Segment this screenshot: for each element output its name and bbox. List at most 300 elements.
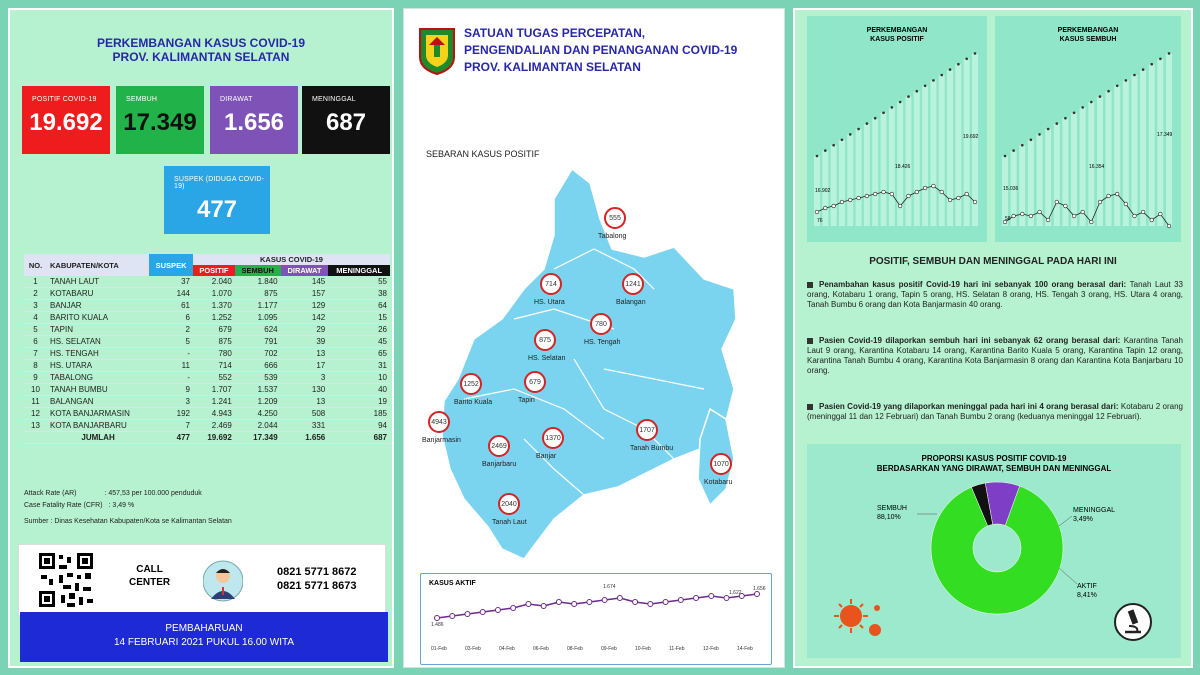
cell-suspek: - [149,372,193,384]
cell-kab: KOTABARU [47,288,149,300]
map-pin-label: Tapin [518,397,535,404]
bullet-meninggal [807,402,1183,422]
right-panel [793,8,1193,668]
left-title [10,36,392,64]
cell-meninggal: 94 [328,420,390,432]
table-row [24,384,390,396]
chart-positif-low: 16.902 [815,188,831,194]
cell-sembuh: 1.177 [235,300,281,312]
map-pin-label: Tabalong [598,233,627,240]
cumulative-bar [930,80,936,226]
map-pin-marker[interactable]: 679 [524,371,546,393]
stat-positif-value: 19.692 [29,109,103,136]
table-row [24,348,390,360]
cumulative-bar [1140,70,1146,226]
cases-table [24,254,390,444]
cell-no: 12 [24,408,47,420]
donut-meninggal-label [1073,506,1115,524]
aktif-first-label: 1.486 [431,622,444,628]
daily-point [1150,218,1154,222]
aktif-point [755,592,760,597]
left-title-line1: PERKEMBANGAN KASUS COVID-19 [96,36,306,50]
cumulative-bar [1166,53,1172,226]
daily-point [1046,218,1050,222]
cell-positif: 1.241 [193,396,235,408]
cumulative-point [857,128,860,131]
map-pin-label: Tanah Laut [492,519,527,526]
table-row [24,324,390,336]
map-pin-label: Banjar [536,453,557,460]
daily-point [932,184,936,188]
table-total-row [24,432,390,444]
map-pin-label: HS. Selatan [528,355,566,362]
stat-meninggal-value: 687 [325,109,367,136]
aktif-point [450,614,455,619]
donut-meninggal-name: MENINGGAL [1073,507,1116,514]
aktif-point [709,594,714,599]
cell-meninggal: 45 [328,336,390,348]
cell-sembuh: 875 [235,288,281,300]
cumulative-bar [1062,118,1068,226]
table-row [24,408,390,420]
cumulative-point [1142,68,1145,71]
attack-rate-value: : 457,53 per 100.000 penduduk [104,490,202,497]
cell-meninggal: 38 [328,288,390,300]
cumulative-point [1133,74,1136,77]
map-pin-marker[interactable]: 1370 [542,427,564,449]
cell-sembuh: 1.840 [235,276,281,288]
cell-no: 11 [24,396,47,408]
cumulative-bar [955,64,961,226]
daily-point [957,196,961,200]
cumulative-bar [947,70,953,226]
daily-point [923,186,927,190]
cell-kab: TABALONG [47,372,149,384]
map-pin-marker[interactable]: 555 [604,207,626,229]
cumulative-bar [1080,107,1086,226]
cumulative-bar [1071,113,1077,226]
daily-point [1072,214,1076,218]
stat-sembuh-label: SEMBUH [126,96,158,103]
attack-rate [24,490,202,497]
cell-suspek: 3 [149,396,193,408]
aktif-point [587,600,592,605]
cumulative-bar [872,118,878,226]
col-meninggal: MENINGGAL [328,265,390,276]
cumulative-point [1081,106,1084,109]
cumulative-bar [922,86,928,226]
cell-dirawat: 331 [281,420,329,432]
table-row [24,420,390,432]
cumulative-point [1047,128,1050,131]
cumulative-point [965,58,968,61]
cumulative-bar [939,75,945,226]
map-pin-label: Kotabaru [704,479,733,486]
proportion-title-l2: BERDASARKAN YANG DIRAWAT, SEMBUH DAN MENINGGAL [876,464,1112,473]
cumulative-bar [839,140,845,226]
chart-sembuh-low: 15.036 [1003,186,1019,192]
daily-point [1159,212,1163,216]
daily-point [848,198,852,202]
cumulative-bar [1131,75,1137,226]
cell-positif: 679 [193,324,235,336]
cumulative-point [915,90,918,93]
daily-point [857,196,861,200]
call-center-bar [18,544,386,616]
cell-suspek: 9 [149,384,193,396]
cumulative-bar [1045,129,1051,226]
cumulative-bar [1106,91,1112,226]
cfr-label: Case Fatality Rate (CFR) [24,502,103,509]
daily-point [973,200,977,204]
cfr-value: : 3,49 % [108,502,135,509]
cumulative-point [882,112,885,115]
cell-kab: TANAH LAUT [47,276,149,288]
stat-dirawat [210,86,298,154]
stat-positif-label: POSITIF COVID-19 [32,96,97,103]
cell-kab: BALANGAN [47,396,149,408]
aktif-point [694,596,699,601]
table-row [24,336,390,348]
left-panel [8,8,394,668]
daily-point [1029,214,1033,218]
table-row [24,372,390,384]
cumulative-point [1073,112,1076,115]
call-center-label [129,563,170,589]
aktif-point [495,608,500,613]
cell-sembuh: 1.537 [235,384,281,396]
daily-point [907,194,911,198]
donut-aktif-pct: 8,41% [1077,592,1097,599]
cell-suspek: 6 [149,312,193,324]
bullet-positif [807,280,1183,310]
daily-point [840,200,844,204]
bullet-meninggal-text: Kotabaru 2 orang (meninggal 11 dan 12 Februari) dan Tanah Bumbu 2 orang (keduanya meninggal 12 Februari). [807,402,1183,421]
cell-meninggal: 10 [328,372,390,384]
daily-point [1090,220,1094,224]
map-pin-label: Balangan [616,299,646,306]
cell-kab: KOTA BANJARBARU [47,420,149,432]
microscope-icon [1113,602,1153,642]
cumulative-bar [1054,124,1060,226]
map-pin-marker[interactable]: 2040 [498,493,520,515]
daily-point [1133,214,1137,218]
cumulative-point [957,63,960,66]
phone-number-1[interactable]: 0821 5771 8672 [277,566,357,578]
cell-dirawat: 3 [281,372,329,384]
daily-point [940,190,944,194]
stat-sembuh [116,86,204,154]
cell-sembuh: 666 [235,360,281,372]
cell-no: 8 [24,360,47,372]
daily-point [1020,212,1024,216]
map-pin-marker[interactable]: 714 [540,273,562,295]
aktif-xtick: 14-Feb [737,646,753,652]
cumulative-point [849,133,852,136]
map-pin-marker[interactable]: 4943 [428,411,450,433]
cell-dirawat: 17 [281,360,329,372]
cumulative-point [1150,63,1153,66]
cumulative-bar [1157,59,1163,226]
table-row [24,288,390,300]
donut-sembuh-pct: 88,10% [877,514,901,521]
cumulative-bar [905,97,911,226]
daily-point [890,192,894,196]
aktif-xtick: 09-Feb [601,646,617,652]
update-date: 14 FEBRUARI 2021 PUKUL 16.00 WITA [113,637,295,648]
bullet-positif-lead: Penambahan kasus positif Covid-19 hari ini sebanyak 100 orang berasal dari: [819,280,1127,289]
cumulative-point [924,85,927,88]
col-no: NO. [24,254,47,276]
cumulative-bar [1028,140,1034,226]
chart-positif [807,16,987,242]
aktif-point [541,604,546,609]
cell-kab: KOTA BANJARMASIN [47,408,149,420]
aktif-prev-label: 1.622 [729,590,742,596]
donut-sembuh-label [877,504,907,522]
stat-sembuh-value: 17.349 [123,109,197,136]
stat-meninggal [302,86,390,154]
cell-sembuh: 1.209 [235,396,281,408]
cell-no: 4 [24,312,47,324]
cumulative-point [841,139,844,142]
call-center-line2: CENTER [129,577,171,588]
cell-positif: 2.469 [193,420,235,432]
operator-avatar-icon [203,559,243,603]
map-pin-label: Banjarmasin [422,437,461,444]
cell-no: 13 [24,420,47,432]
col-kab: KABUPATEN/KOTA [47,254,149,276]
cell-meninggal: 55 [328,276,390,288]
qr-code-icon [37,551,95,609]
daily-point [1115,192,1119,196]
cell-no: 1 [24,276,47,288]
phone-numbers [277,565,357,593]
cumulative-point [940,74,943,77]
update-label: PEMBAHARUAN [165,623,243,634]
daily-point [965,192,969,196]
aktif-point [663,600,668,605]
cell-suspek: 192 [149,408,193,420]
chart-sembuh [995,16,1181,242]
cell-positif: 1.070 [193,288,235,300]
cell-kab: HS. SELATAN [47,336,149,348]
mid-title [464,25,737,76]
cell-positif: 1.707 [193,384,235,396]
cumulative-point [932,79,935,82]
stat-dirawat-value: 1.656 [223,109,285,136]
phone-number-2[interactable]: 0821 5771 8673 [277,580,357,592]
cumulative-point [1012,149,1015,152]
cell-no: 6 [24,336,47,348]
map-pin-label: HS. Utara [534,299,565,306]
cell-suspek: 61 [149,300,193,312]
cell-dirawat: 29 [281,324,329,336]
cumulative-point [891,106,894,109]
map-mainland-shape [442,169,736,559]
aktif-point [556,600,561,605]
col-sembuh: SEMBUH [235,265,281,276]
bullet-sembuh-lead: Pasien Covid-19 dilaporkan sembuh hari ini sebanyak 62 orang berasal dari: [819,336,1121,345]
total-cell: 17.349 [235,432,281,444]
middle-panel [403,8,785,668]
cell-positif: 1.252 [193,312,235,324]
table-row [24,312,390,324]
cell-dirawat: 13 [281,396,329,408]
total-cell: 19.692 [193,432,235,444]
cell-no: 7 [24,348,47,360]
col-dirawat: DIRAWAT [281,265,329,276]
map-pin-label: Barito Kuala [454,399,493,406]
attack-rate-label: Attack Rate (AR) [24,490,77,497]
aktif-chart [420,573,772,665]
cell-suspek: 7 [149,420,193,432]
map-pin-label: HS. Tengah [584,339,621,346]
daily-point [1055,200,1059,204]
cell-blank [24,432,47,444]
cumulative-point [1038,133,1041,136]
chart-sembuh-bottom: 58 [1005,216,1011,222]
chart-positif-mid: 18.426 [895,164,911,170]
cumulative-bar [889,107,895,226]
cell-meninggal: 65 [328,348,390,360]
cumulative-point [949,68,952,71]
map-pin-marker[interactable]: 1070 [710,453,732,475]
aktif-last-label: 1.656 [753,586,766,592]
province-map [404,139,786,569]
cell-no: 3 [24,300,47,312]
cell-suspek: 2 [149,324,193,336]
cell-meninggal: 31 [328,360,390,372]
chart-sembuh-title-l2: KASUS SEMBUH [1059,36,1117,43]
cumulative-bar [1149,64,1155,226]
map-pin-marker[interactable]: 2469 [488,435,510,457]
aktif-point [678,598,683,603]
map-pin-marker[interactable]: 780 [590,313,612,335]
cell-dirawat: 157 [281,288,329,300]
cumulative-bar [831,145,837,226]
map-label: SEBARAN KASUS POSITIF [426,149,540,159]
daily-point [824,206,828,210]
chart-sembuh-mid: 16.354 [1089,164,1105,170]
cell-positif: 4.943 [193,408,235,420]
daily-point [873,192,877,196]
cell-sembuh: 2.044 [235,420,281,432]
stat-positif [22,86,110,154]
cumulative-point [899,101,902,104]
cell-kab: BARITO KUALA [47,312,149,324]
proportion-title-l1: PROPORSI KASUS POSITIF COVID-19 [921,454,1067,463]
stat-suspek-label: SUSPEK (DIDUGA COVID-19) [174,176,265,190]
cell-dirawat: 39 [281,336,329,348]
cell-suspek: 5 [149,336,193,348]
cumulative-bar [864,124,870,226]
cell-suspek: 11 [149,360,193,372]
aktif-xtick: 10-Feb [635,646,651,652]
cell-suspek: 144 [149,288,193,300]
aktif-point [617,596,622,601]
map-pin-marker[interactable]: 1241 [622,273,644,295]
cumulative-point [1064,117,1067,120]
cell-dirawat: 130 [281,384,329,396]
aktif-point [572,602,577,607]
proportion-box [807,444,1181,658]
aktif-xtick: 12-Feb [703,646,719,652]
cell-dirawat: 13 [281,348,329,360]
daily-point [1012,214,1016,218]
cell-meninggal: 15 [328,312,390,324]
aktif-point [435,616,440,621]
cell-no: 5 [24,324,47,336]
aktif-chart-title: KASUS AKTIF [429,580,476,587]
daily-point [1124,202,1128,206]
chart-sembuh-title-l1: PERKEMBANGAN [1057,27,1119,34]
aktif-peak-label: 1.674 [603,584,616,590]
aktif-point [511,606,516,611]
cumulative-bar [847,134,853,226]
aktif-xtick: 11-Feb [669,646,685,652]
col-suspek: SUSPEK [149,254,193,276]
cell-kab: BANJAR [47,300,149,312]
mid-title-line1: SATUAN TUGAS PERCEPATAN, [464,26,646,40]
cell-suspek: - [149,348,193,360]
map-pin-marker[interactable]: 1707 [636,419,658,441]
cell-dirawat: 508 [281,408,329,420]
cumulative-point [1099,95,1102,98]
cumulative-point [1125,79,1128,82]
donut-aktif-label [1077,582,1097,600]
table-row [24,276,390,288]
chart-positif-title-l2: KASUS POSITIF [870,36,924,43]
daily-point [1038,210,1042,214]
aktif-point [526,602,531,607]
cell-sembuh: 1.095 [235,312,281,324]
cumulative-point [974,52,977,55]
daily-point [832,204,836,208]
chart-positif-top: 19.692 [963,134,979,140]
cell-kab: HS. UTARA [47,360,149,372]
cumulative-bar [856,129,862,226]
aktif-point [465,612,470,617]
cfr [24,502,134,509]
donut-aktif-name: AKTIF [1077,583,1097,590]
stat-suspek [164,166,270,234]
total-cell: 687 [328,432,390,444]
cell-sembuh: 539 [235,372,281,384]
map-pin-marker[interactable]: 875 [534,329,556,351]
cell-meninggal: 40 [328,384,390,396]
chart-sembuh-plot [995,16,1181,242]
total-cell: 477 [149,432,193,444]
cell-dirawat: 129 [281,300,329,312]
bullet-positif-text: Tanah Laut 33 orang, Kotabaru 1 orang, Tapin 5 orang, HS. Selatan 8 orang, HS. Tengah 3 orang, HS. Utara 4 orang, Tanah Bumbu 6 orang dan Kota Banjarmasin 40 orang. [807,280,1183,309]
aktif-point [724,596,729,601]
cell-sembuh: 624 [235,324,281,336]
cell-sembuh: 791 [235,336,281,348]
cumulative-point [866,122,869,125]
call-center-line1: CALL [136,564,163,575]
cumulative-point [1116,85,1119,88]
chart-sembuh-top: 17.349 [1157,132,1173,138]
cumulative-bar [1114,86,1120,226]
cell-meninggal: 26 [328,324,390,336]
aktif-xtick: 01-Feb [431,646,447,652]
chart-positif-title-l1: PERKEMBANGAN [866,27,928,34]
map-pin-marker[interactable]: 1252 [460,373,482,395]
aktif-point [602,598,607,603]
col-group: KASUS COVID-19 [193,254,390,265]
cell-meninggal: 19 [328,396,390,408]
